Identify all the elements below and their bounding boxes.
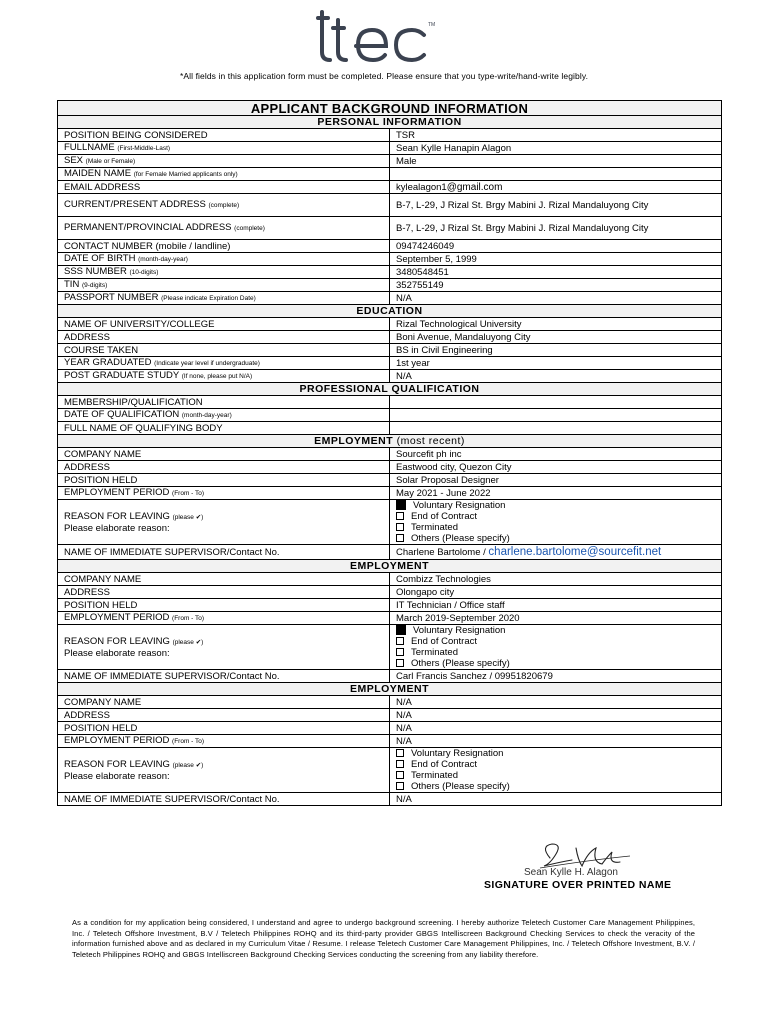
year-graduated-label: YEAR GRADUATED (Indicate year level if undergraduate) bbox=[58, 357, 390, 370]
dob-field[interactable]: September 5, 1999 bbox=[390, 253, 722, 266]
emp2-period-label: EMPLOYMENT PERIOD (From - To) bbox=[58, 612, 390, 625]
passport-label: PASSPORT NUMBER (Please indicate Expiration Date) bbox=[58, 292, 390, 305]
emp3-company-field[interactable]: N/A bbox=[390, 696, 722, 709]
form-title: APPLICANT BACKGROUND INFORMATION bbox=[58, 101, 722, 116]
supervisor-email-link[interactable]: charlene.bartolome@sourcefit.net bbox=[488, 545, 662, 558]
emp1-opt-voluntary[interactable]: Voluntary Resignation bbox=[396, 500, 715, 511]
post-grad-field[interactable]: N/A bbox=[390, 370, 722, 383]
checkbox-icon[interactable] bbox=[396, 659, 404, 667]
emp1-supervisor-label: NAME OF IMMEDIATE SUPERVISOR/Contact No. bbox=[58, 545, 390, 560]
section-professional: PROFESSIONAL QUALIFICATION bbox=[58, 383, 722, 396]
emp2-position-label: POSITION HELD bbox=[58, 599, 390, 612]
emp3-reason-options bbox=[390, 748, 722, 793]
section-employment-1: EMPLOYMENT (most recent) bbox=[58, 435, 722, 448]
checkbox-checked-icon[interactable] bbox=[396, 625, 406, 635]
sex-field[interactable]: Male bbox=[390, 155, 722, 168]
membership-label: MEMBERSHIP/QUALIFICATION bbox=[58, 396, 390, 409]
tin-field[interactable]: 352755149 bbox=[390, 279, 722, 292]
checkbox-icon[interactable] bbox=[396, 749, 404, 757]
section-employment-3: EMPLOYMENT bbox=[58, 683, 722, 696]
emp2-position-field[interactable]: IT Technician / Office staff bbox=[390, 599, 722, 612]
qualifying-body-field[interactable] bbox=[390, 422, 722, 435]
qualification-date-label: DATE OF QUALIFICATION (month-day-year) bbox=[58, 409, 390, 422]
checkbox-icon[interactable] bbox=[396, 648, 404, 656]
contact-label: CONTACT NUMBER (mobile / landline) bbox=[58, 240, 390, 253]
consent-paragraph: As a condition for my application being considered, I understand and agree to undergo background screening. I hereby authorize Teletech Customer Care Management Philippines, Inc. / Teletech Offshore Investment, B.V / Teletech Philippines ROHQ and its third-party provider GBGS Intelliscreen Background Checking Services to check the veracity of the information furnished above and as declared in my Curriculum Vitae / Resume. I release Teletech Customer Care Management Philippines, Inc. / Teletech Offshore Investment, B.V. / Teletech Philippines ROHQ and GBGS Intelliscreen Background Checking Services conducting the screening from any liability therefore. bbox=[72, 918, 695, 959]
tin-label: TIN (9-digits) bbox=[58, 279, 390, 292]
contact-field[interactable]: 09474246049 bbox=[390, 240, 722, 253]
permanent-address-field[interactable]: B-7, L-29, J Rizal St. Brgy Mabini J. Rizal Mandaluyong City bbox=[390, 217, 722, 240]
ttec-logo bbox=[316, 8, 456, 66]
emp1-period-label: EMPLOYMENT PERIOD (From - To) bbox=[58, 487, 390, 500]
course-field[interactable]: BS in Civil Engineering bbox=[390, 344, 722, 357]
section-personal: PERSONAL INFORMATION bbox=[58, 116, 722, 129]
emp3-opt-others[interactable]: Others (Please specify) bbox=[396, 781, 715, 792]
email-field[interactable]: kylealagon1@gmail.com bbox=[390, 181, 722, 194]
year-graduated-field[interactable]: 1st year bbox=[390, 357, 722, 370]
emp2-supervisor-field[interactable]: Carl Francis Sanchez / 09951820679 bbox=[390, 670, 722, 683]
checkbox-icon[interactable] bbox=[396, 523, 404, 531]
signature-printed-name: Sean Kylle H. Alagon bbox=[524, 867, 618, 878]
section-education: EDUCATION bbox=[58, 305, 722, 318]
post-grad-label: POST GRADUATE STUDY (If none, please put N/A) bbox=[58, 370, 390, 383]
qualification-date-field[interactable] bbox=[390, 409, 722, 422]
maiden-name-field[interactable] bbox=[390, 168, 722, 181]
emp3-opt-terminated[interactable]: Terminated bbox=[396, 770, 715, 781]
emp2-opt-end[interactable]: End of Contract bbox=[396, 636, 715, 647]
emp1-reason-label: REASON FOR LEAVING (please ✔) Please elaborate reason: bbox=[58, 500, 390, 545]
emp2-address-field[interactable]: Olongapo city bbox=[390, 586, 722, 599]
checkbox-icon[interactable] bbox=[396, 512, 404, 520]
checkbox-icon[interactable] bbox=[396, 637, 404, 645]
emp1-opt-others[interactable]: Others (Please specify) bbox=[396, 533, 715, 544]
university-label: NAME OF UNIVERSITY/COLLEGE bbox=[58, 318, 390, 331]
permanent-address-label: PERMANENT/PROVINCIAL ADDRESS (complete) bbox=[58, 217, 390, 240]
emp1-position-label: POSITION HELD bbox=[58, 474, 390, 487]
current-address-label: CURRENT/PRESENT ADDRESS (complete) bbox=[58, 194, 390, 217]
school-address-field[interactable]: Boni Avenue, Mandaluyong City bbox=[390, 331, 722, 344]
checkbox-checked-icon[interactable] bbox=[396, 500, 406, 510]
membership-field[interactable] bbox=[390, 396, 722, 409]
emp1-period-field[interactable]: May 2021 - June 2022 bbox=[390, 487, 722, 500]
emp3-supervisor-label: NAME OF IMMEDIATE SUPERVISOR/Contact No. bbox=[58, 793, 390, 806]
position-label: POSITION BEING CONSIDERED bbox=[58, 129, 390, 142]
emp2-company-label: COMPANY NAME bbox=[58, 573, 390, 586]
section-employment-2: EMPLOYMENT bbox=[58, 560, 722, 573]
emp2-period-field[interactable]: March 2019-September 2020 bbox=[390, 612, 722, 625]
email-label: EMAIL ADDRESS bbox=[58, 181, 390, 194]
emp2-opt-voluntary[interactable]: Voluntary Resignation bbox=[396, 625, 715, 636]
dob-label: DATE OF BIRTH (month-day-year) bbox=[58, 253, 390, 266]
course-label: COURSE TAKEN bbox=[58, 344, 390, 357]
emp2-opt-others[interactable]: Others (Please specify) bbox=[396, 658, 715, 669]
passport-field[interactable]: N/A bbox=[390, 292, 722, 305]
emp3-position-field[interactable]: N/A bbox=[390, 722, 722, 735]
emp1-opt-terminated[interactable]: Terminated bbox=[396, 522, 715, 533]
form-notice: *All fields in this application form must be completed. Please ensure that you type-write/hand-write legibly. bbox=[179, 71, 589, 81]
signature-label: SIGNATURE OVER PRINTED NAME bbox=[484, 879, 672, 891]
fullname-field[interactable]: Sean Kylle Hanapin Alagon bbox=[390, 142, 722, 155]
school-address-label: ADDRESS bbox=[58, 331, 390, 344]
fullname-label: FULLNAME (First-Middle-Last) bbox=[58, 142, 390, 155]
emp3-supervisor-field[interactable]: N/A bbox=[390, 793, 722, 806]
sss-label: SSS NUMBER (10-digits) bbox=[58, 266, 390, 279]
position-field[interactable]: TSR bbox=[390, 129, 722, 142]
checkbox-icon[interactable] bbox=[396, 534, 404, 542]
svg-text:TM: TM bbox=[428, 22, 436, 28]
university-field[interactable]: Rizal Technological University bbox=[390, 318, 722, 331]
emp2-reason-options bbox=[390, 625, 722, 670]
qualifying-body-label: FULL NAME OF QUALIFYING BODY bbox=[58, 422, 390, 435]
sex-label: SEX (Male or Female) bbox=[58, 155, 390, 168]
emp3-company-label: COMPANY NAME bbox=[58, 696, 390, 709]
checkbox-icon[interactable] bbox=[396, 760, 404, 768]
emp2-supervisor-label: NAME OF IMMEDIATE SUPERVISOR/Contact No. bbox=[58, 670, 390, 683]
emp1-position-field[interactable]: Solar Proposal Designer bbox=[390, 474, 722, 487]
emp1-company-field[interactable]: Sourcefit ph inc bbox=[390, 448, 722, 461]
emp3-opt-voluntary[interactable]: Voluntary Resignation bbox=[396, 748, 715, 759]
emp2-reason-label: REASON FOR LEAVING (please ✔) Please elaborate reason: bbox=[58, 625, 390, 670]
emp3-address-field[interactable]: N/A bbox=[390, 709, 722, 722]
emp3-period-field[interactable]: N/A bbox=[390, 735, 722, 748]
emp1-address-field[interactable]: Eastwood city, Quezon City bbox=[390, 461, 722, 474]
checkbox-icon[interactable] bbox=[396, 782, 404, 790]
emp3-period-label: EMPLOYMENT PERIOD (From - To) bbox=[58, 735, 390, 748]
current-address-field[interactable]: B-7, L-29, J Rizal St. Brgy Mabini J. Rizal Mandaluyong City bbox=[390, 194, 722, 217]
emp1-address-label: ADDRESS bbox=[58, 461, 390, 474]
emp2-company-field[interactable]: Combizz Technologies bbox=[390, 573, 722, 586]
emp2-opt-terminated[interactable]: Terminated bbox=[396, 647, 715, 658]
emp3-opt-end[interactable]: End of Contract bbox=[396, 759, 715, 770]
emp3-position-label: POSITION HELD bbox=[58, 722, 390, 735]
emp1-reason-options bbox=[390, 500, 722, 545]
sss-field[interactable]: 3480548451 bbox=[390, 266, 722, 279]
emp1-opt-end[interactable]: End of Contract bbox=[396, 511, 715, 522]
maiden-name-label: MAIDEN NAME (for Female Married applicants only) bbox=[58, 168, 390, 181]
checkbox-icon[interactable] bbox=[396, 771, 404, 779]
applicant-form bbox=[57, 100, 722, 806]
emp3-reason-label: REASON FOR LEAVING (please ✔) Please elaborate reason: bbox=[58, 748, 390, 793]
emp2-address-label: ADDRESS bbox=[58, 586, 390, 599]
emp1-company-label: COMPANY NAME bbox=[58, 448, 390, 461]
emp3-address-label: ADDRESS bbox=[58, 709, 390, 722]
emp1-supervisor-field[interactable]: Charlene Bartolome / charlene.bartolome@sourcefit.net bbox=[390, 545, 722, 560]
